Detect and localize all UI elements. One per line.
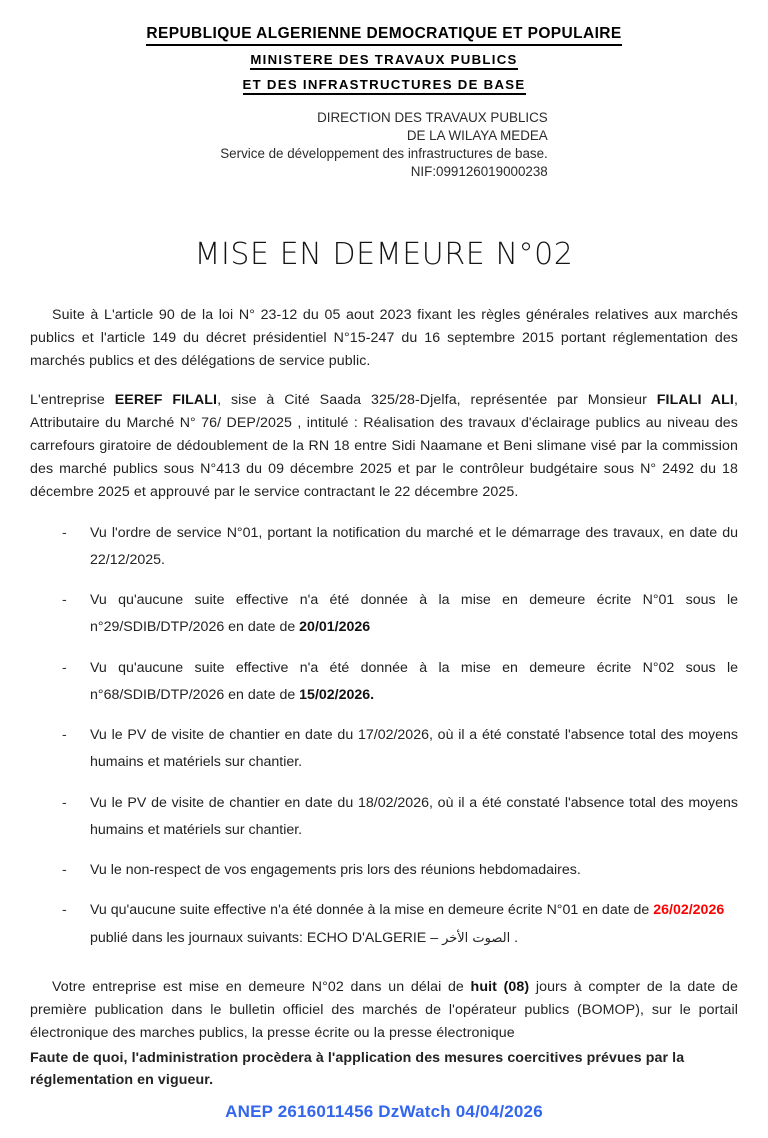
- document-body: [30, 304, 738, 1092]
- list-item-date: 20/01/2026: [299, 619, 371, 636]
- paragraph-notice-period: [30, 976, 738, 1045]
- considerations-list: [30, 520, 738, 952]
- list-item: [60, 857, 738, 884]
- list-item-text: Vu le PV de visite de chantier en date du 17/02/2026, où il a été constaté l'absence total des moyens humains et matériels sur chantier.: [90, 727, 738, 771]
- list-item-text: Vu le PV de visite de chantier en date du 18/02/2026, où il a été constaté l'absence total des moyens humains et matériels sur chantier.: [90, 794, 738, 838]
- letterhead-ministry-text-1: MINISTERE DES TRAVAUX PUBLICS: [250, 53, 517, 70]
- list-item-date: 15/02/2026.: [299, 686, 375, 703]
- org-line-direction: DIRECTION DES TRAVAUX PUBLICS: [317, 110, 548, 126]
- list-item: [60, 790, 738, 845]
- org-line-nif: NIF:099126019000238: [410, 163, 548, 179]
- contract-details-text: , Attributaire du Marché N° 76/ DEP/2025 , intitulé : Réalisation des travaux d'éclairage publics au niveau des carrefours giratoire de dédoublement de la RN 18 entre Sidi Naamane et Beni slimane visé par la commission des marché publics sous N°413 du 09 décembre 2025 et par le contrôleur budgétaire sous N° 2492 du 18 décembre 2025 et approuvé par le service contractant le 22 décembre 2025.: [30, 391, 739, 500]
- letterhead-country-text: REPUBLIQUE ALGERIENNE DEMOCRATIQUE ET POPULAIRE: [146, 26, 621, 46]
- list-item-text: Vu l'ordre de service N°01, portant la notification du marché et le démarrage des travaux, en date du 22/12/2025.: [90, 524, 738, 568]
- list-item: [60, 520, 738, 575]
- list-item: [60, 655, 738, 710]
- letterhead-ministry-line-1: [30, 53, 738, 70]
- anep-footer: ANEP 2616011456 DzWatch 04/04/2026: [225, 1102, 543, 1121]
- org-line-service: Service de développement des infrastructures de base.: [220, 145, 548, 161]
- paragraph-legal-basis: Suite à L'article 90 de la loi N° 23-12 du 05 aout 2023 fixant les règles générales relatives aux marchés publics et l'article 149 du décret présidentiel N°15-247 du 16 septembre 2015 portant réglementation des marchés publics et des délégations de service public.: [30, 306, 738, 369]
- letterhead-ministry-line-2: [30, 78, 738, 95]
- list-item: [60, 897, 738, 952]
- list-item-trailing-text: .: [510, 929, 519, 946]
- letterhead-country-line: [30, 26, 738, 46]
- list-item-text: Vu qu'aucune suite effective n'a été donnée à la mise en demeure écrite N°01 en date de: [90, 902, 654, 919]
- organization-block: [30, 109, 738, 180]
- list-item-date-highlighted: 26/02/2026: [653, 902, 725, 919]
- org-line-wilaya: DE LA WILAYA MEDEA: [406, 128, 548, 144]
- representative-name: FILALI ALI: [656, 391, 734, 408]
- company-name: EEREF FILALI: [114, 391, 218, 408]
- notice-publication-text: jours à compter de la date de première publication dans le bulletin officiel des marchés de l'opérateur publics (BOMOP), sur le portail électronique des marches publics, la presse écrite ou la presse électronique: [30, 979, 738, 1041]
- paragraph-company-details: [30, 389, 738, 504]
- company-intro-text: L'entreprise: [30, 391, 115, 408]
- paragraph-warning: Faute de quoi, l'administration procèdera à l'application des mesures coercitives prévues par la réglementation en vigueur.: [30, 1050, 685, 1089]
- company-address-text: , sise à Cité Saada 325/28-Djelfa, représentée par Monsieur: [217, 391, 657, 408]
- list-item-text: Vu qu'aucune suite effective n'a été donnée à la mise en demeure écrite N°02 sous le n°68/SDIB/DTP/2026 en date de: [90, 659, 738, 703]
- notice-deadline: huit (08): [470, 979, 530, 995]
- list-item: [60, 587, 738, 642]
- list-item-text: Vu qu'aucune suite effective n'a été donnée à la mise en demeure écrite N°01 sous le n°29/SDIB/DTP/2026 en date de: [90, 592, 738, 636]
- closing-section: [30, 976, 738, 1092]
- notice-intro-text: Votre entreprise est mise en demeure N°02 dans un délai de: [52, 979, 471, 995]
- letterhead-ministry-text-2: ET DES INFRASTRUCTURES DE BASE: [243, 78, 526, 95]
- newspaper-name-arabic: الصوت الأخر: [442, 930, 511, 946]
- list-item-text: Vu le non-respect de vos engagements pris lors des réunions hebdomadaires.: [90, 862, 581, 879]
- list-item: [60, 722, 738, 777]
- page-title: MISE EN DEMEURE N°02: [194, 236, 574, 272]
- list-item-publication-text: publié dans les journaux suivants: ECHO D'ALGERIE –: [90, 929, 443, 946]
- letterhead: [30, 0, 738, 181]
